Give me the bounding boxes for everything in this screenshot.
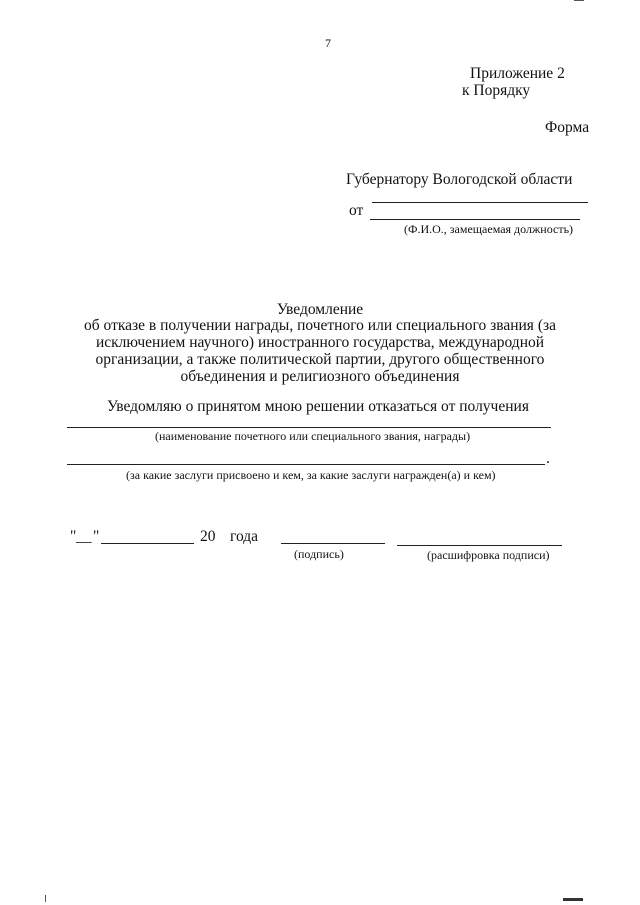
appendix-line-1: Приложение 2 (470, 65, 565, 82)
signature-line (281, 543, 385, 544)
date-month-line (101, 543, 194, 544)
body-caption-1: (наименование почетного или специального звания, награды) (155, 429, 471, 443)
body-line-2-end: . (546, 450, 550, 467)
body-blank-line-1 (67, 427, 551, 428)
appendix-line-2: к Порядку (462, 82, 531, 99)
form-label: Форма (545, 119, 590, 136)
title-line-3: организации, а также политической партии, другого общественного (95, 351, 545, 368)
addressee-from-prefix: от (349, 202, 364, 219)
date-year-suffix: года (230, 528, 259, 545)
date-day-blank: __ (76, 528, 92, 545)
decode-caption: (расшифровка подписи) (427, 548, 550, 562)
scan-mark-bottom-left (45, 895, 46, 902)
body-intro: Уведомляю о принятом мною решении отказаться от получения (107, 398, 529, 415)
addressee-to: Губернатору Вологодской области (346, 171, 573, 188)
date-year-prefix: 20 (200, 528, 216, 545)
addressee-from-caption: (Ф.И.О., замещаемая должность) (404, 222, 574, 236)
decode-line (397, 545, 562, 546)
document-title: Уведомление (276, 301, 364, 318)
scan-mark-top-right (574, 0, 584, 1)
scan-mark-bottom-right (563, 898, 583, 901)
addressee-from-line (370, 219, 580, 220)
signature-caption: (подпись) (294, 547, 344, 561)
page-number: 7 (325, 36, 331, 50)
body-blank-line-2 (67, 464, 545, 465)
date-quote-close: " (93, 528, 100, 545)
date-quote-open: " (70, 528, 77, 545)
body-caption-2: (за какие заслуги присвоено и кем, за какие заслуги награжден(а) и кем) (126, 468, 496, 482)
addressee-line-1 (372, 202, 588, 203)
title-line-4: объединения и религиозного объединения (180, 368, 460, 385)
title-line-1: об отказе в получении награды, почетного или специального звания (за (84, 317, 556, 334)
title-line-2: исключением научного) иностранного государства, международной (95, 334, 545, 351)
